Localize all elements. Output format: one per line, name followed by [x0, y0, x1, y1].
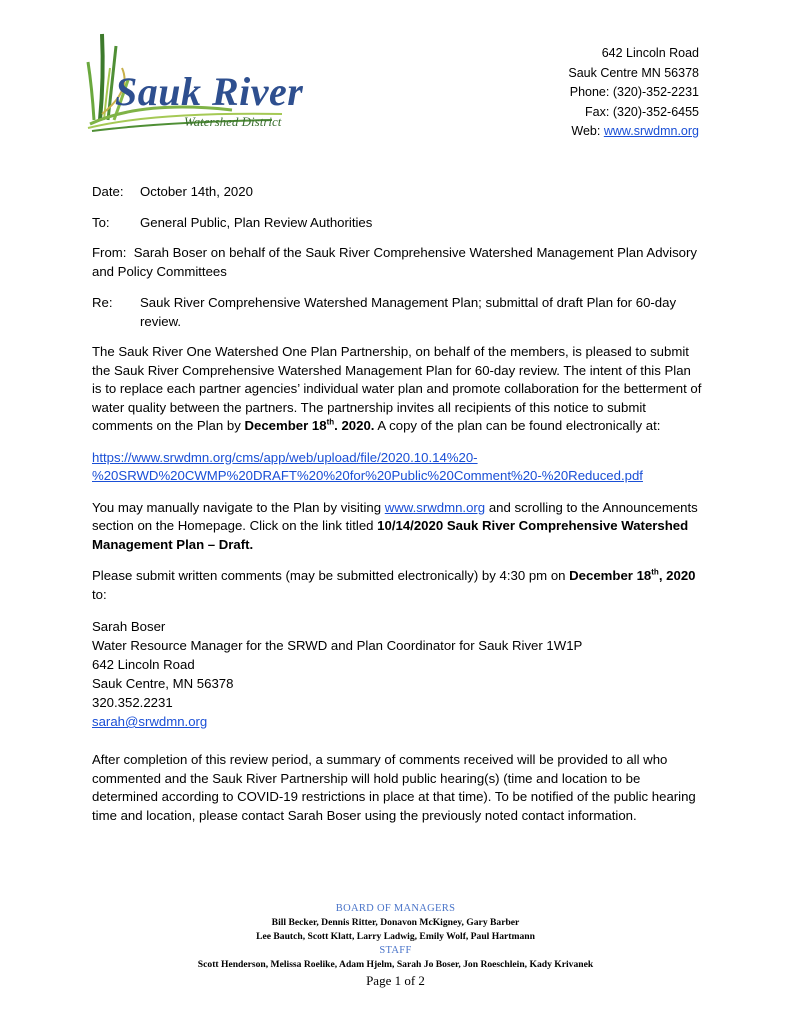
- logo-subtitle: Watershed District: [184, 114, 282, 129]
- re-label: Re:: [92, 295, 113, 310]
- letterhead-web: [568, 122, 699, 142]
- logo-name: Sauk River: [115, 69, 304, 114]
- contact-street: 642 Lincoln Road: [92, 657, 195, 672]
- letterhead-city: Sauk Centre MN 56378: [568, 65, 699, 80]
- contact-city: Sauk Centre, MN 56378: [92, 676, 234, 691]
- to-label: To:: [92, 214, 110, 230]
- paragraph-navigate: You may manually navigate to the Plan by visiting www.srwdmn.org and scrolling to the Announcements section on the Homepage. Click on the link titled 10/14/2020 Sauk River Comprehensive Watershed Management Plan – Draft.: [92, 499, 698, 552]
- contact-name: Sarah Boser: [92, 619, 166, 634]
- from-value: Sarah Boser on behalf of the Sauk River Comprehensive Watershed Management Plan Advisory and Policy Committees: [92, 245, 697, 279]
- submit-deadline: December 18th, 2020: [569, 567, 696, 583]
- intro-end-text: A copy of the plan can be found electronically at:: [374, 418, 661, 433]
- plan-link-title: 10/14/2020 Sauk River Comprehensive Watershed Management Plan – Draft.: [92, 518, 689, 552]
- paragraph-closing: After completion of this review period, a summary of comments received will be provided to all who commented and the Sauk River Partnership will hold public hearing(s) (time and location to be determined according to COVID-19 restrictions in place at that time). To be notified of the public hearing time and location, please contact Sarah Boser using the previously noted contact information.: [92, 752, 696, 823]
- date-value: October 14th, 2020: [140, 184, 253, 199]
- from-line: [92, 244, 702, 281]
- date-label: Date:: [92, 184, 124, 199]
- contact-phone: 320.352.2231: [92, 695, 173, 710]
- logo: [82, 28, 322, 138]
- re-value: Sauk River Comprehensive Watershed Management Plan; submittal of draft Plan for 60-day review.: [140, 295, 677, 329]
- board-heading: BOARD OF MANAGERS: [335, 903, 456, 914]
- web-label: Web:: [571, 124, 604, 138]
- contact-title: Water Resource Manager for the SRWD and Plan Coordinator for Sauk River 1W1P: [92, 638, 583, 653]
- board-line-2: Lee Bautch, Scott Klatt, Larry Ladwig, Emily Wolf, Paul Hartmann: [256, 931, 535, 942]
- to-value: General Public, Plan Review Authorities: [140, 214, 373, 230]
- plan-url-link[interactable]: https://www.srwdmn.org/cms/app/web/upload/file/2020.10.14%20- %20SRWD%20CWMP%20DRAFT%20%20for%20Public%20Comment%20-%20Reduced.pdf: [92, 449, 643, 483]
- date-line: [92, 183, 702, 202]
- letterhead-contact: [568, 44, 699, 142]
- board-line-1: Bill Becker, Dennis Ritter, Donavon McKigney, Gary Barber: [271, 917, 520, 928]
- from-label: From:: [92, 245, 127, 260]
- letter-body: [92, 183, 702, 838]
- plan-url: [92, 449, 702, 486]
- paragraph-submit: Please submit written comments (may be submitted electronically) by 4:30 pm on December 18th, 2020 to:: [92, 567, 696, 602]
- page-number: Page 1 of 2: [366, 973, 425, 988]
- letterhead-fax: Fax: (320)-352-6455: [585, 104, 699, 119]
- staff-line: Scott Henderson, Melissa Roelike, Adam Hjelm, Sarah Jo Boser, Jon Roeschlein, Kady Krivanek: [197, 959, 594, 970]
- contact-email-link[interactable]: sarah@srwdmn.org: [92, 714, 208, 729]
- contact-block: [92, 617, 702, 731]
- paragraph-intro: [92, 343, 702, 436]
- staff-heading: STAFF: [379, 945, 412, 956]
- footer: [0, 902, 791, 988]
- letterhead-address: 642 Lincoln Road: [601, 46, 699, 60]
- re-line: [92, 294, 702, 331]
- to-line: [92, 214, 702, 233]
- intro-text: The Sauk River One Watershed One Plan Partnership, on behalf of the members, is pleased to submit the Sauk River Comprehensive Watershed Management Plan for 60-day review. The intent of this Plan is to replace each partner agencies’ individual water plan and promote collaboration for the betterment of water quality between the partners. The partnership invites all recipients of this notice to submit comments on the Plan by: [92, 344, 702, 433]
- letterhead-phone: Phone: (320)-352-2231: [569, 85, 699, 99]
- website-link[interactable]: www.srwdmn.org: [384, 499, 486, 515]
- web-link[interactable]: www.srwdmn.org: [603, 124, 699, 138]
- deadline-bold: December 18th. 2020.: [244, 417, 375, 433]
